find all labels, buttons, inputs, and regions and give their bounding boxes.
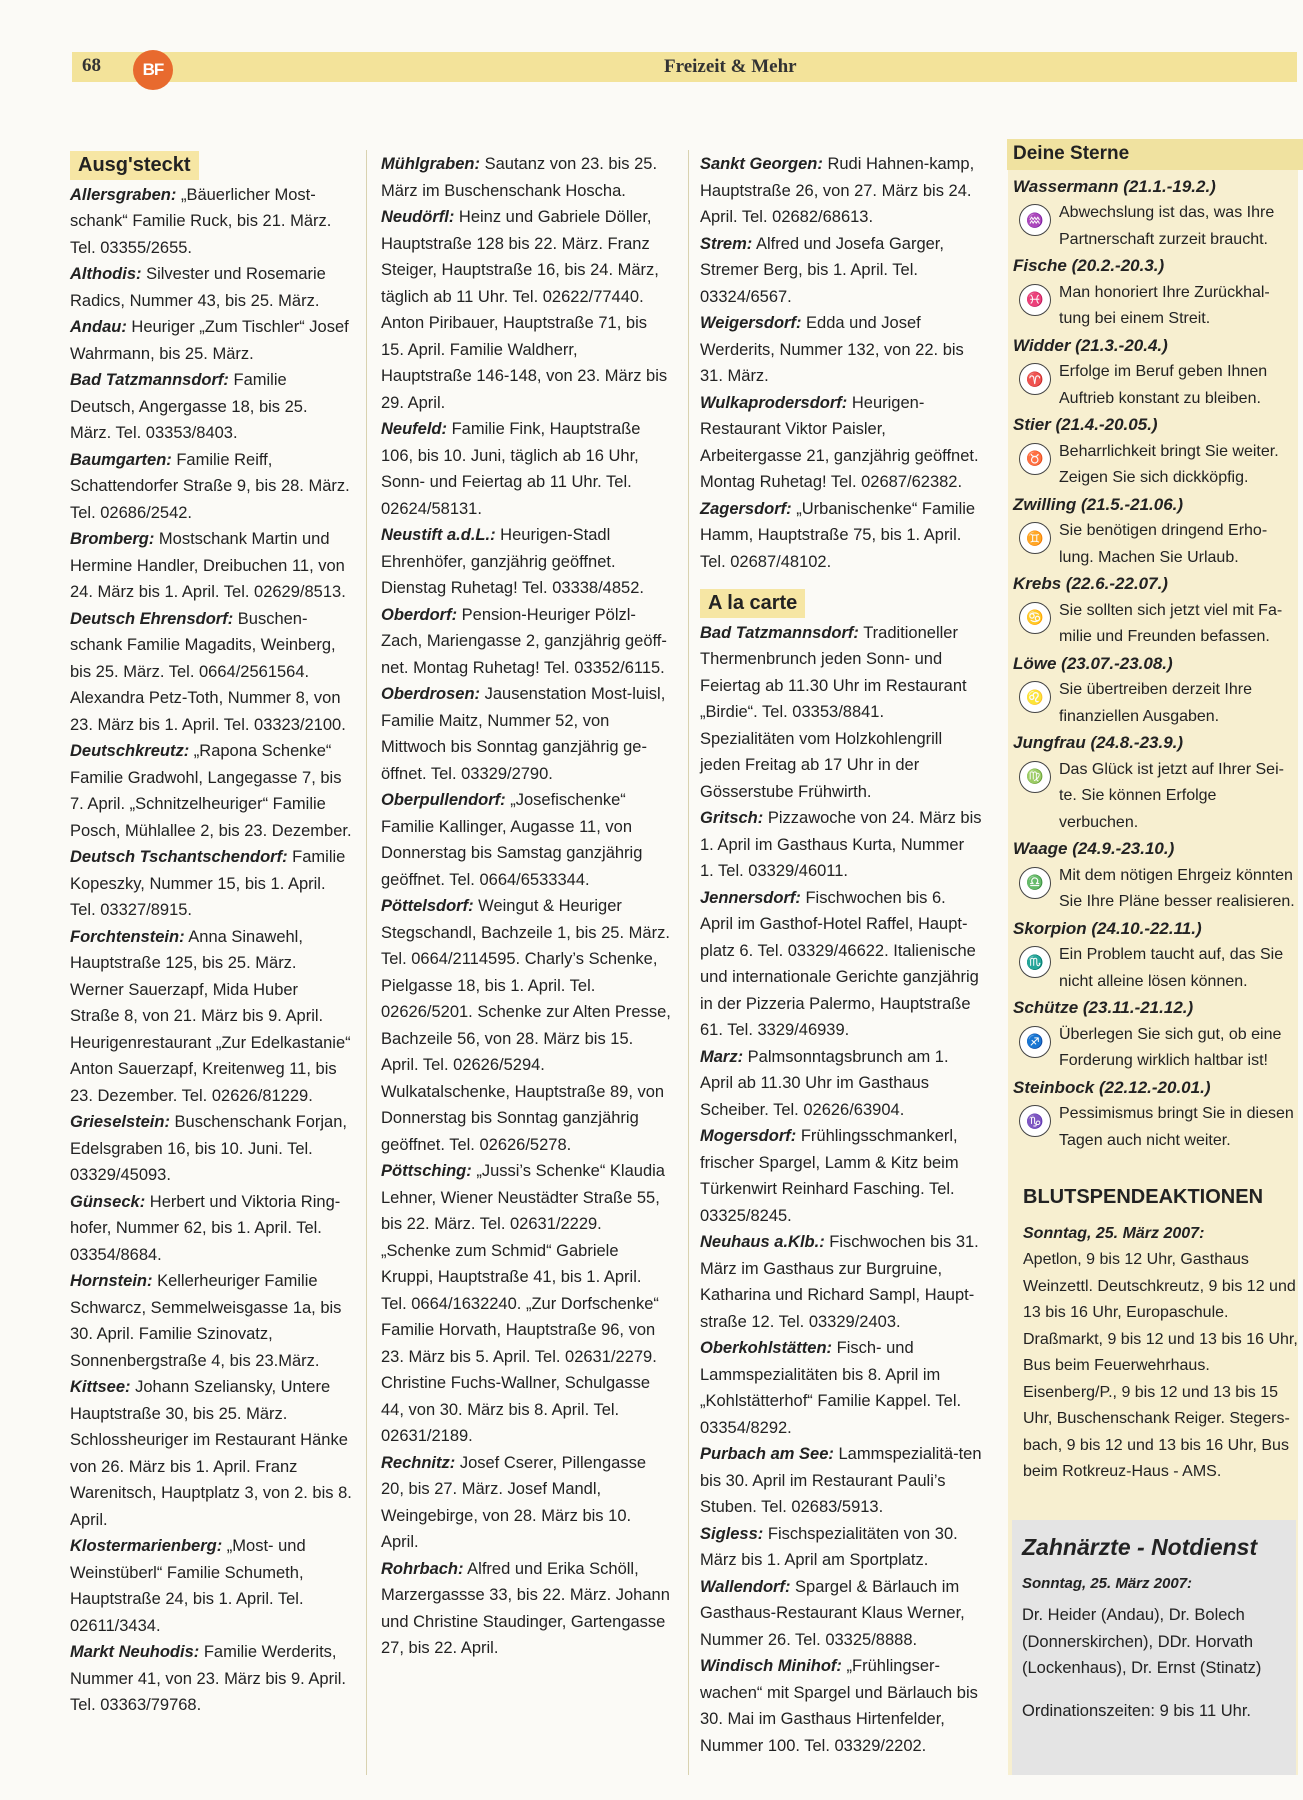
listing-place: Oberdrosen: [381, 685, 481, 703]
listing-text: Weingut & Heuriger Stegschandl, Bachzeile 1, bis 25. März. Tel. 0664/2114595. Charly’s Schenke, Pielgasse 18, bis 1. April. Tel. 02626/5201. Schenke zur Alten Presse, Bachzeile 56, von 28. März bis 15. April. Tel. 02626/5294. Wulkatalschenke, Hauptstraße 89, von Donnerstag bis Sonntag ganzjährig geöffnet. Tel. 02626/5278. [381, 897, 671, 1154]
listing-place: Deutsch Tschantschendorf: [70, 848, 288, 866]
section-title: Freizeit & Mehr [664, 56, 797, 77]
sagittarius-icon: ♐ [1019, 1026, 1051, 1058]
listing-entry [700, 1044, 982, 1124]
listing-place: Oberpullendorf: [381, 791, 506, 809]
listing-entry [381, 681, 671, 787]
listing-place: Klostermarienberg: [70, 1537, 223, 1555]
column-ausgsteckt [70, 151, 352, 1719]
horoscope-sign: Jungfrau (24.8.-23.9.) [1013, 733, 1184, 752]
listing-entry [700, 1441, 982, 1521]
listing-text: „Frühlingser-wachen“ mit Spargel und Bärlauch bis 30. Mai im Gasthaus Hirtenfelder, Nummer 100. Tel. 03329/2202. [700, 1657, 978, 1755]
libra-icon: ♎ [1019, 867, 1051, 899]
listing-text: Sautanz von 23. bis 25. März im Buschenschank Hoscha. [381, 155, 658, 200]
listing-entry [381, 893, 671, 1158]
listing-entry [700, 1574, 982, 1654]
zahnaerzte-box [1012, 1520, 1296, 1775]
listing-text: Familie Deutsch, Angergasse 18, bis 25. März. Tel. 03353/8403. [70, 371, 308, 442]
listing-text: „Most- und Weinstüberl“ Familie Schumeth, Hauptstraße 24, bis 1. April. Tel. 02611/3434. [70, 1537, 306, 1635]
listing-entry [700, 496, 982, 576]
listing-place: Jennersdorf: [700, 888, 801, 907]
listing-text: Fischwochen bis 6. April im Gasthof-Hotel Raffel, Haupt-platz 6. Tel. 03329/46622. Italienische und internationale Gerichte ganzjährig in der Pizzeria Palermo, Hauptstraße 61. Tel. 3329/46939. [700, 888, 979, 1039]
gemini-icon: ♊ [1019, 522, 1051, 554]
horoscope-sign: Waage (24.9.-23.10.) [1013, 839, 1175, 858]
listing-entry [700, 231, 982, 311]
listing-text: Josef Cserer, Pillengasse 20, bis 27. März. Josef Mandl, Weingebirge, von 28. März bis 10. April. [381, 1453, 647, 1551]
column-three [700, 151, 982, 1759]
listing-entry [700, 1335, 982, 1441]
horoscope-row [1013, 757, 1298, 837]
listing-place: Althodis: [70, 265, 142, 283]
blutspende-date: Sonntag, 25. März 2007: [1023, 1224, 1205, 1242]
listing-place: Sankt Georgen: [700, 155, 823, 173]
listing-entry [700, 620, 982, 806]
listing-entry [700, 151, 982, 231]
horoscope-row [1013, 942, 1298, 995]
horoscope-sign: Wassermann (21.1.-19.2.) [1013, 176, 1216, 196]
listing-text: Fischwochen bis 31. März im Gasthaus zur Burgruine, Katharina und Richard Sampl, Haupt-straße 12. Tel. 03329/2403. [700, 1233, 979, 1331]
listing-text: Fischspezialitäten von 30. März bis 1. April am Sportplatz. [700, 1524, 958, 1569]
listing-entry [70, 261, 352, 314]
listing-text: Lammspezialitä-ten bis 30. April im Restaurant Pauli’s Stuben. Tel. 02683/5913. [700, 1445, 982, 1516]
listing-text: Spargel & Bärlauch im Gasthaus-Restaurant Klaus Werner, Nummer 26. Tel. 03325/8888. [700, 1577, 965, 1649]
listing-text: Alfred und Erika Schöll, Marzergassse 33, bis 22. März. Johann und Christine Staudinger, Gartengasse 27, bis 22. April. [381, 1559, 670, 1657]
listing-entry [700, 1229, 982, 1335]
ausgsteckt-list [70, 182, 352, 1719]
listing-place: Windisch Minihof: [700, 1657, 842, 1675]
horoscope-row [1013, 518, 1298, 571]
listing-place: Andau: [70, 318, 127, 336]
listing-place: Rohrbach: [381, 1559, 464, 1578]
page-number: 68 [82, 55, 101, 76]
horoscope-text: Überlegen Sie sich gut, ob eine Forderung wirklich haltbar ist! [1059, 1025, 1282, 1069]
listing-place: Deutsch Ehrensdorf: [70, 609, 234, 628]
listing-place: Grieselstein: [70, 1113, 170, 1131]
listing-entry [70, 738, 352, 844]
horoscope-sign: Steinbock (22.12.-20.01.) [1013, 1077, 1211, 1097]
column-divider [366, 150, 367, 1775]
listing-entry [381, 1556, 671, 1662]
listing-place: Strem: [700, 234, 753, 253]
horoscope-list [1013, 174, 1298, 1155]
listing-text: Familie Kopeszky, Nummer 15, bis 1. April. Tel. 03327/8915. [70, 848, 346, 919]
listing-place: Hornstein: [70, 1272, 153, 1290]
listing-entry [381, 151, 671, 204]
aries-icon: ♈ [1019, 363, 1051, 395]
listing-place: Pöttsching: [381, 1162, 472, 1180]
listing-entry [70, 314, 352, 367]
pisces-icon: ♓ [1019, 284, 1051, 316]
listing-text: Silvester und Rosemarie Radics, Nummer 43, bis 25. März. [70, 265, 326, 310]
listing-text: Familie Werderits, Nummer 41, von 23. März bis 9. April. Tel. 03363/79768. [70, 1643, 347, 1714]
listing-text: Rudi Hahnen-kamp, Hauptstraße 26, von 27. März bis 24. April. Tel. 02682/68613. [700, 155, 975, 226]
listing-text: Kellerheuriger Familie Schwarcz, Semmelweisgasse 1a, bis 30. April. Familie Szinovatz, Sonnenbergstraße 4, bis 23.März. [70, 1272, 342, 1370]
column-two [381, 151, 671, 1662]
listing-entry [381, 522, 671, 602]
taurus-icon: ♉ [1019, 443, 1051, 475]
listing-place: Weigersdorf: [700, 314, 802, 332]
listing-text: Heurigen-Restaurant Viktor Paisler, Arbeitergasse 21, ganzjährig geöffnet. Montag Ruhetag! Tel. 02687/62382. [700, 393, 979, 491]
listing-place: Purbach am See: [700, 1445, 834, 1463]
horoscope-text: Das Glück ist jetzt auf Ihrer Sei-te. Sie können Erfolge verbuchen. [1059, 760, 1284, 831]
blutspende-text: Apetlon, 9 bis 12 Uhr, Gasthaus Weinzettl. Deutschkreutz, 9 bis 12 und 13 bis 16 Uhr, Europaschule. Draßmarkt, 9 bis 12 und 13 bis 16 Uhr, Bus beim Feuerwehrhaus. Eisenberg/P., 9 bis 12 und 13 bis 15 Uhr, Buschenschank Reiger. Stegers-bach, 9 bis 12 und 13 bis 16 Uhr, Bus beim Rotkreuz-Haus - AMS. [1023, 1251, 1298, 1480]
horoscope-sign: Stier (21.4.-20.05.) [1013, 415, 1158, 434]
listing-place: Neufeld: [381, 420, 447, 438]
blutspende-heading: BLUTSPENDEAKTIONEN [1023, 1186, 1264, 1208]
horoscope-sign: Skorpion (24.10.-22.11.) [1013, 918, 1202, 938]
listing-place: Bad Tatzmannsdorf: [70, 371, 229, 389]
listing-entry [700, 805, 982, 885]
aquarius-icon: ♒ [1019, 204, 1051, 236]
listing-text: Heurigen-Stadl Ehrenhöfer, ganzjährig geöffnet. Dienstag Ruhetag! Tel. 03338/4852. [381, 526, 644, 597]
listing-entry [700, 1653, 982, 1759]
horoscope-text: Beharrlichkeit bringt Sie weiter. Zeigen Sie sich dickköpfig. [1059, 442, 1279, 486]
listing-text: Familie Reiff, Schattendorfer Straße 9, bis 28. März. Tel. 02686/2542. [70, 450, 350, 522]
listing-entry [70, 182, 352, 262]
listing-place: Wallendorf: [700, 1577, 791, 1596]
listing-place: Pöttelsdorf: [381, 897, 474, 915]
listing-text: Alfred und Josefa Garger, Stremer Berg, bis 1. April. Tel. 03324/6567. [700, 234, 944, 306]
listing-entry [700, 390, 982, 496]
listing-text: Johann Szeliansky, Untere Hauptstraße 30, bis 25. März. Schlossheuriger im Restaurant Hänke von 26. März bis 1. April. Franz Warenitsch, Hauptplatz 3, von 2. bis 8. April. [70, 1378, 352, 1529]
horoscope-row [1013, 280, 1298, 333]
listing-text: Buschenschank Forjan, Edelsgraben 16, bis 10. Juni. Tel. 03329/45093. [70, 1113, 347, 1184]
leo-icon: ♌ [1019, 681, 1051, 713]
horoscope-row [1013, 677, 1298, 730]
horoscope-row [1013, 200, 1298, 253]
listing-entry [70, 924, 352, 1110]
listing-entry [70, 1268, 352, 1374]
listing-text: Pizzawoche von 24. März bis 1. April im Gasthaus Kurta, Nummer 1. Tel. 03329/46011. [700, 809, 982, 880]
alacarte-heading: A la carte [700, 589, 805, 618]
listing-place: Wulkaprodersdorf: [700, 393, 848, 412]
listing-text: Herbert und Viktoria Ring-hofer, Nummer 62, bis 1. April. Tel. 03354/8684. [70, 1192, 341, 1264]
listing-text: „Urbanischenke“ Familie Hamm, Hauptstraße 75, bis 1. April. Tel. 02687/48102. [700, 499, 976, 571]
horoscope-text: Sie übertreiben derzeit Ihre finanziellen Ausgaben. [1059, 681, 1252, 725]
ausgsteckt-list-cont [381, 151, 671, 1662]
horoscope-sign: Widder (21.3.-20.4.) [1013, 335, 1168, 355]
horoscope-text: Sie sollten sich jetzt viel mit Fa-milie und Freunden befassen. [1059, 601, 1283, 645]
listing-place: Gritsch: [700, 809, 764, 827]
stars-heading: Deine Sterne [1007, 139, 1303, 170]
listing-entry [70, 606, 352, 739]
listing-place: Bromberg: [70, 530, 155, 548]
horoscope-sign: Fische (20.2.-20.3.) [1013, 256, 1165, 275]
zahnaerzte-text: Dr. Heider (Andau), Dr. Bolech (Donnerskirchen), DDr. Horvath (Lockenhaus), Dr. Ernst (Stinatz) [1022, 1606, 1262, 1677]
listing-text: Palmsonntagsbrunch am 1. April ab 11.30 Uhr im Gasthaus Scheiber. Tel. 02626/63904. [700, 1047, 949, 1119]
listing-entry [700, 310, 982, 390]
listing-place: Markt Neuhodis: [70, 1643, 200, 1661]
horoscope-row [1013, 359, 1298, 412]
listing-entry [70, 1109, 352, 1189]
listing-text: „Josefischenke“ Familie Kallinger, Augasse 11, von Donnerstag bis Samstag ganzjährig geöffnet. Tel. 0664/6533344. [381, 791, 643, 889]
listing-place: Bad Tatzmannsdorf: [700, 623, 859, 642]
horoscope-text: Erfolge im Beruf geben Ihnen Auftrieb konstant zu bleiben. [1059, 363, 1268, 407]
listing-entry [700, 1123, 982, 1229]
alacarte-list [700, 620, 982, 1760]
listing-text: Jausenstation Most-luisl, Familie Maitz, Nummer 52, von Mittwoch bis Sonntag ganzjährig ge-öffnet. Tel. 03329/2790. [381, 685, 666, 783]
ausgsteckt-heading: Ausg'steckt [70, 151, 199, 180]
listing-text: Fisch- und Lammspezialitäten bis 8. April im „Kohlstätterhof“ Familie Kappel. Tel. 03354/8292. [700, 1339, 962, 1437]
listing-entry [381, 1158, 671, 1450]
listing-entry [70, 367, 352, 447]
horoscope-sign: Schütze (23.11.-21.12.) [1013, 998, 1194, 1017]
horoscope-sign: Löwe (23.07.-23.08.) [1013, 653, 1173, 673]
listing-entry [381, 204, 671, 416]
horoscope-row [1013, 598, 1298, 651]
listing-entry [70, 1374, 352, 1533]
listing-place: Oberkohlstätten: [700, 1339, 833, 1357]
listing-entry [70, 526, 352, 606]
zahnaerzte-hours: Ordinationszeiten: 9 bis 11 Uhr. [1022, 1701, 1251, 1720]
virgo-icon: ♍ [1019, 761, 1051, 793]
listing-entry [700, 885, 982, 1044]
listing-text: Familie Fink, Hauptstraße 106, bis 10. Juni, täglich ab 16 Uhr, Sonn- und Feiertag ab 11 Uhr. Tel. 02624/58131. [381, 420, 641, 518]
listing-place: Deutschkreutz: [70, 742, 190, 760]
capricorn-icon: ♑ [1019, 1105, 1051, 1137]
horoscope-row [1013, 1101, 1298, 1154]
bf-logo: BF [133, 50, 173, 90]
listing-text: Buschen-schank Familie Magadits, Weinberg, bis 25. März. Tel. 0664/2561564. Alexandra Petz-Toth, Nummer 8, von 23. März bis 1. April. Tel. 03323/2100. [70, 609, 346, 734]
horoscope-text: Pessimismus bringt Sie in diesen Tagen auch nicht weiter. [1059, 1105, 1294, 1149]
horoscope-text: Ein Problem taucht auf, das Sie nicht alleine lösen können. [1059, 946, 1284, 990]
listing-place: Zagersdorf: [700, 499, 792, 518]
horoscope-row [1013, 1022, 1298, 1075]
listing-entry [70, 1639, 352, 1719]
listing-text: Edda und Josef Werderits, Nummer 132, von 22. bis 31. März. [700, 314, 964, 385]
zahnaerzte-heading: Zahnärzte - Notdienst [1022, 1534, 1258, 1560]
listing-text: „Bäuerlicher Most-schank“ Familie Ruck, bis 21. März. Tel. 03355/2655. [70, 185, 332, 257]
horoscope-row [1013, 439, 1298, 492]
horoscope-text: Abwechslung ist das, was Ihre Partnerschaft zurzeit braucht. [1059, 204, 1275, 248]
cancer-icon: ♋ [1019, 602, 1051, 634]
listing-place: Forchtenstein: [70, 927, 185, 946]
column-sidebar [1013, 143, 1298, 1486]
listing-entry [70, 1189, 352, 1269]
listing-place: Oberdorf: [381, 605, 458, 624]
listing-place: Baumgarten: [70, 450, 172, 469]
zahnaerzte-date: Sonntag, 25. März 2007: [1022, 1575, 1193, 1592]
listing-place: Mühlgraben: [381, 155, 480, 173]
listing-entry [70, 844, 352, 924]
listing-text: „Rapona Schenke“ Familie Gradwohl, Langegasse 7, bis 7. April. „Schnitzelheuriger“ Familie Posch, Mühlallee 2, bis 23. Dezember. [70, 742, 352, 840]
listing-place: Kittsee: [70, 1378, 131, 1396]
column-divider [688, 150, 689, 1775]
listing-entry [700, 1521, 982, 1574]
listing-text: Pension-Heuriger Pölzl-Zach, Mariengasse 2, ganzjährig geöff-net. Montag Ruhetag! Tel. 03352/6115. [381, 605, 667, 677]
ausgsteckt-list-cont2 [700, 151, 982, 575]
listing-place: Neudörfl: [381, 208, 455, 226]
horoscope-sign: Krebs (22.6.-22.07.) [1013, 574, 1168, 593]
horoscope-sign: Zwilling (21.5.-21.06.) [1013, 494, 1184, 514]
listing-text: „Jussi’s Schenke“ Klaudia Lehner, Wiener Neustädter Straße 55, bis 22. März. Tel. 02631/2229. „Schenke zum Schmid“ Gabriele Kruppi, Hauptstraße 41, bis 1. April. Tel. 0664/1632240. „Zur Dorfschenke“ Familie Horvath, Hauptstraße 96, von 23. März bis 5. April. Tel. 02631/2279. Christine Fuchs-Wallner, Schulgasse 44, von 30. März bis 8. April. Tel. 02631/2189. [381, 1162, 665, 1445]
scorpio-icon: ♏ [1019, 946, 1051, 978]
listing-place: Marz: [700, 1047, 744, 1066]
horoscope-text: Man honoriert Ihre Zurückhal-tung bei einem Streit. [1059, 283, 1270, 327]
listing-text: Mostschank Martin und Hermine Handler, Dreibuchen 11, von 24. März bis 1. April. Tel. 02629/8513. [70, 530, 346, 601]
horoscope-text: Sie benötigen dringend Erho-lung. Machen Sie Urlaub. [1059, 522, 1268, 566]
listing-text: Anna Sinawehl, Hauptstraße 125, bis 25. März. Werner Sauerzapf, Mida Huber Straße 8, von 21. März bis 9. April. Heurigenrestaurant „Zur Edelkastanie“ Anton Sauerzapf, Kreitenweg 11, bis 23. Dezember. Tel. 02626/81229. [70, 927, 351, 1105]
listing-place: Neuhaus a.Klb.: [700, 1233, 825, 1251]
listing-place: Allersgraben: [70, 185, 177, 204]
listing-text: Heuriger „Zum Tischler“ Josef Wahrmann, bis 25. März. [70, 318, 349, 363]
listing-text: Frühlingsschmankerl, frischer Spargel, Lamm & Kitz beim Türkenwirt Reinhard Fasching. Tel. 03325/8245. [700, 1127, 959, 1225]
listing-entry [381, 416, 671, 522]
horoscope-row [1013, 863, 1298, 916]
listing-entry [70, 1533, 352, 1639]
listing-entry [381, 787, 671, 893]
listing-place: Sigless: [700, 1524, 764, 1543]
listing-entry [381, 602, 671, 682]
listing-entry [70, 447, 352, 527]
listing-place: Günseck: [70, 1192, 146, 1211]
listing-text: Heinz und Gabriele Döller, Hauptstraße 128 bis 22. März. Franz Steiger, Hauptstraße 16, bis 24. März, täglich ab 11 Uhr. Tel. 02622/77440. Anton Piribauer, Hauptstraße 71, bis 15. April. Familie Waldherr, Hauptstraße 146-148, von 23. März bis 29. April. [381, 208, 668, 412]
listing-entry [381, 1450, 671, 1556]
listing-place: Mogersdorf: [700, 1127, 797, 1145]
listing-text: Traditioneller Thermenbrunch jeden Sonn- und Feiertag ab 11.30 Uhr im Restaurant „Birdie“. Tel. 03353/8841. Spezialitäten vom Holzkohlengrill jeden Freitag ab 17 Uhr in der Gösserstube Frühwirth. [700, 623, 967, 801]
horoscope-text: Mit dem nötigen Ehrgeiz könnten Sie Ihre Pläne besser realisieren. [1059, 866, 1295, 910]
listing-place: Rechnitz: [381, 1453, 456, 1472]
listing-place: Neustift a.d.L.: [381, 526, 496, 544]
